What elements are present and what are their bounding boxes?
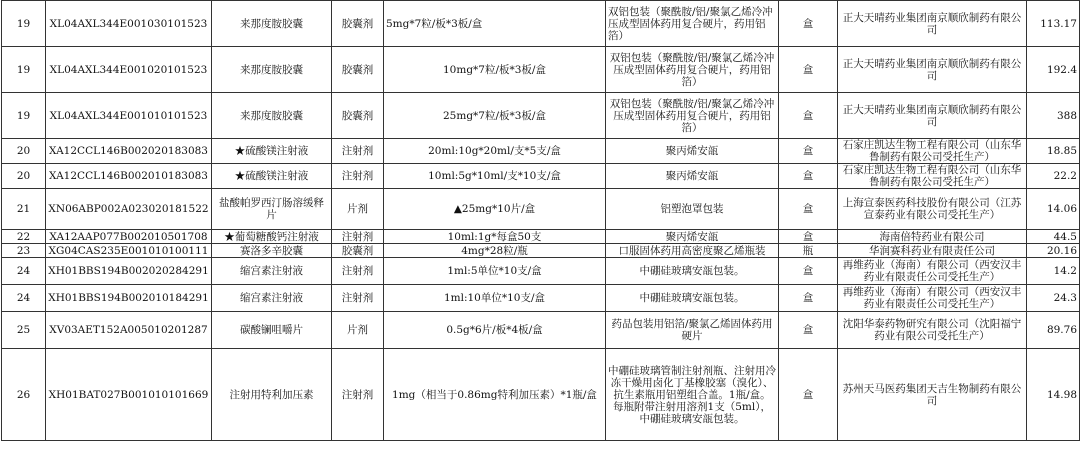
cell-dosage-form: 注射剂 xyxy=(332,285,384,312)
cell-dosage-form: 片剂 xyxy=(332,189,384,230)
cell-packaging: 聚丙烯安瓿 xyxy=(606,164,779,189)
cell-drug-name: 碳酸镧咀嚼片 xyxy=(212,312,332,349)
cell-company: 上海宣泰医药科技股份有限公司（江苏宣泰药业有限公司受托生产） xyxy=(838,189,1027,230)
cell-price: 113.17 xyxy=(1027,1,1080,47)
cell-code: XL04AXL344E001010101523 xyxy=(46,93,212,139)
cell-packaging: 聚丙烯安瓿 xyxy=(606,230,779,244)
cell-no: 23 xyxy=(2,244,46,258)
cell-company: 再维药业（海南）有限公司（西安汉丰药业有限责任公司受托生产） xyxy=(838,258,1027,285)
cell-unit: 盒 xyxy=(779,47,838,93)
cell-drug-name: 盐酸帕罗西汀肠溶缓释片 xyxy=(212,189,332,230)
cell-price: 18.85 xyxy=(1027,139,1080,164)
cell-code: XA12AAP077B002010501708 xyxy=(46,230,212,244)
cell-dosage-form: 胶囊剂 xyxy=(332,47,384,93)
cell-packaging: 药品包装用铝箔/聚氯乙烯固体药用硬片 xyxy=(606,312,779,349)
table-row xyxy=(2,93,1080,139)
cell-drug-name: 来那度胺胶囊 xyxy=(212,93,332,139)
cell-price: 24.3 xyxy=(1027,285,1080,312)
cell-drug-name: 来那度胺胶囊 xyxy=(212,1,332,47)
cell-code: XL04AXL344E001020101523 xyxy=(46,47,212,93)
cell-unit: 瓶 xyxy=(779,244,838,258)
cell-spec: 1mg（相当于0.86mg特利加压素）*1瓶/盒 xyxy=(384,349,606,441)
cell-packaging: 铝塑泡罩包装 xyxy=(606,189,779,230)
cell-dosage-form: 注射剂 xyxy=(332,230,384,244)
cell-price: 14.98 xyxy=(1027,349,1080,441)
cell-drug-name: ★硫酸镁注射液 xyxy=(212,164,332,189)
cell-no: 22 xyxy=(2,230,46,244)
cell-dosage-form: 注射剂 xyxy=(332,349,384,441)
cell-packaging: 聚丙烯安瓿 xyxy=(606,139,779,164)
cell-no: 19 xyxy=(2,1,46,47)
cell-price: 14.06 xyxy=(1027,189,1080,230)
cell-company: 正大天晴药业集团南京顺欣制药有限公司 xyxy=(838,93,1027,139)
cell-packaging: 中硼硅玻璃安瓿包装。 xyxy=(606,258,779,285)
cell-company: 苏州天马医药集团天吉生物制药有限公司 xyxy=(838,349,1027,441)
cell-unit: 盒 xyxy=(779,312,838,349)
cell-spec: 1ml:5单位*10支/盒 xyxy=(384,258,606,285)
table-row xyxy=(2,230,1080,244)
cell-packaging: 口服固体药用高密度聚乙烯瓶装 xyxy=(606,244,779,258)
cell-no: 19 xyxy=(2,47,46,93)
cell-packaging: 双铝包装（聚酰胺/铝/聚氯乙烯冷冲压成型固体药用复合硬片，药用铝箔） xyxy=(606,1,779,47)
cell-packaging: 中硼硅玻璃安瓿包装。 xyxy=(606,285,779,312)
cell-drug-name: 缩宫素注射液 xyxy=(212,285,332,312)
cell-drug-name: ★葡萄糖酸钙注射液 xyxy=(212,230,332,244)
table-row xyxy=(2,244,1080,258)
table-row xyxy=(2,349,1080,441)
cell-no: 24 xyxy=(2,258,46,285)
cell-spec: 4mg*28粒/瓶 xyxy=(384,244,606,258)
cell-code: XV03AET152A005010201287 xyxy=(46,312,212,349)
cell-unit: 盒 xyxy=(779,230,838,244)
cell-code: XH01BBS194B002020284291 xyxy=(46,258,212,285)
cell-no: 20 xyxy=(2,164,46,189)
cell-company: 正大天晴药业集团南京顺欣制药有限公司 xyxy=(838,1,1027,47)
cell-no: 21 xyxy=(2,189,46,230)
cell-price: 22.2 xyxy=(1027,164,1080,189)
drug-price-table xyxy=(1,0,1080,441)
table-row xyxy=(2,189,1080,230)
cell-unit: 盒 xyxy=(779,349,838,441)
cell-unit: 盒 xyxy=(779,139,838,164)
cell-code: XH01BBS194B002010184291 xyxy=(46,285,212,312)
table-row xyxy=(2,164,1080,189)
cell-price: 89.76 xyxy=(1027,312,1080,349)
cell-price: 192.4 xyxy=(1027,47,1080,93)
cell-no: 20 xyxy=(2,139,46,164)
cell-spec: 10mg*7粒/板*3板/盒 xyxy=(384,47,606,93)
cell-spec: 10ml:5g*10ml/支*10支/盒 xyxy=(384,164,606,189)
cell-code: XN06ABP002A023020181522 xyxy=(46,189,212,230)
cell-unit: 盒 xyxy=(779,285,838,312)
cell-no: 26 xyxy=(2,349,46,441)
cell-no: 24 xyxy=(2,285,46,312)
cell-drug-name: ★硫酸镁注射液 xyxy=(212,139,332,164)
cell-no: 25 xyxy=(2,312,46,349)
cell-code: XL04AXL344E001030101523 xyxy=(46,1,212,47)
cell-drug-name: 赛洛多辛胶囊 xyxy=(212,244,332,258)
cell-company: 再维药业（海南）有限公司（西安汉丰药业有限责任公司受托生产） xyxy=(838,285,1027,312)
table-row xyxy=(2,139,1080,164)
cell-dosage-form: 胶囊剂 xyxy=(332,93,384,139)
cell-price: 44.5 xyxy=(1027,230,1080,244)
cell-dosage-form: 胶囊剂 xyxy=(332,244,384,258)
cell-code: XH01BAT027B001010101669 xyxy=(46,349,212,441)
cell-spec: 20ml:10g*20ml/支*5支/盒 xyxy=(384,139,606,164)
cell-company: 沈阳华泰药物研究有限公司（沈阳福宁药业有限公司受托生产） xyxy=(838,312,1027,349)
cell-company: 海南倍特药业有限公司 xyxy=(838,230,1027,244)
cell-packaging: 双铝包装（聚酰胺/铝/聚氯乙烯冷冲压成型固体药用复合硬片，药用铝箔） xyxy=(606,93,779,139)
table-row xyxy=(2,285,1080,312)
cell-code: XG04CAS235E001010100111 xyxy=(46,244,212,258)
cell-spec: 10ml:1g*每盒50支 xyxy=(384,230,606,244)
cell-packaging: 双铝包装（聚酰胺/铝/聚氯乙烯冷冲压成型固体药用复合硬片，药用铝箔） xyxy=(606,47,779,93)
cell-drug-name: 缩宫素注射液 xyxy=(212,258,332,285)
cell-packaging: 中硼硅玻璃管制注射剂瓶、注射用冷冻干燥用卤化丁基橡胶塞（溴化）、抗生素瓶用铝塑组合盖。1瓶/盒。 每瓶附带注射用溶剂1支（5ml），中硼硅玻璃安瓿包装。 xyxy=(606,349,779,441)
table-body xyxy=(2,1,1080,441)
cell-price: 14.2 xyxy=(1027,258,1080,285)
cell-company: 华润赛科药业有限责任公司 xyxy=(838,244,1027,258)
cell-code: XA12CCL146B002010183083 xyxy=(46,164,212,189)
cell-spec: 25mg*7粒/板*3板/盒 xyxy=(384,93,606,139)
cell-dosage-form: 注射剂 xyxy=(332,139,384,164)
cell-unit: 盒 xyxy=(779,258,838,285)
cell-unit: 盒 xyxy=(779,189,838,230)
cell-price: 388 xyxy=(1027,93,1080,139)
cell-spec: 5mg*7粒/板*3板/盒 xyxy=(384,1,606,47)
table-row xyxy=(2,47,1080,93)
cell-unit: 盒 xyxy=(779,1,838,47)
cell-spec: 1ml:10单位*10支/盒 xyxy=(384,285,606,312)
cell-company: 正大天晴药业集团南京顺欣制药有限公司 xyxy=(838,47,1027,93)
cell-unit: 盒 xyxy=(779,93,838,139)
cell-spec: ▲25mg*10片/盒 xyxy=(384,189,606,230)
cell-dosage-form: 注射剂 xyxy=(332,258,384,285)
cell-company: 石家庄凯达生物工程有限公司（山东华鲁制药有限公司受托生产） xyxy=(838,139,1027,164)
table-row xyxy=(2,312,1080,349)
cell-code: XA12CCL146B002020183083 xyxy=(46,139,212,164)
cell-dosage-form: 注射剂 xyxy=(332,164,384,189)
table-row xyxy=(2,258,1080,285)
cell-price: 20.16 xyxy=(1027,244,1080,258)
cell-no: 19 xyxy=(2,93,46,139)
cell-drug-name: 来那度胺胶囊 xyxy=(212,47,332,93)
cell-drug-name: 注射用特利加压素 xyxy=(212,349,332,441)
table-row xyxy=(2,1,1080,47)
cell-company: 石家庄凯达生物工程有限公司（山东华鲁制药有限公司受托生产） xyxy=(838,164,1027,189)
cell-unit: 盒 xyxy=(779,164,838,189)
cell-dosage-form: 胶囊剂 xyxy=(332,1,384,47)
cell-spec: 0.5g*6片/板*4板/盒 xyxy=(384,312,606,349)
cell-dosage-form: 片剂 xyxy=(332,312,384,349)
